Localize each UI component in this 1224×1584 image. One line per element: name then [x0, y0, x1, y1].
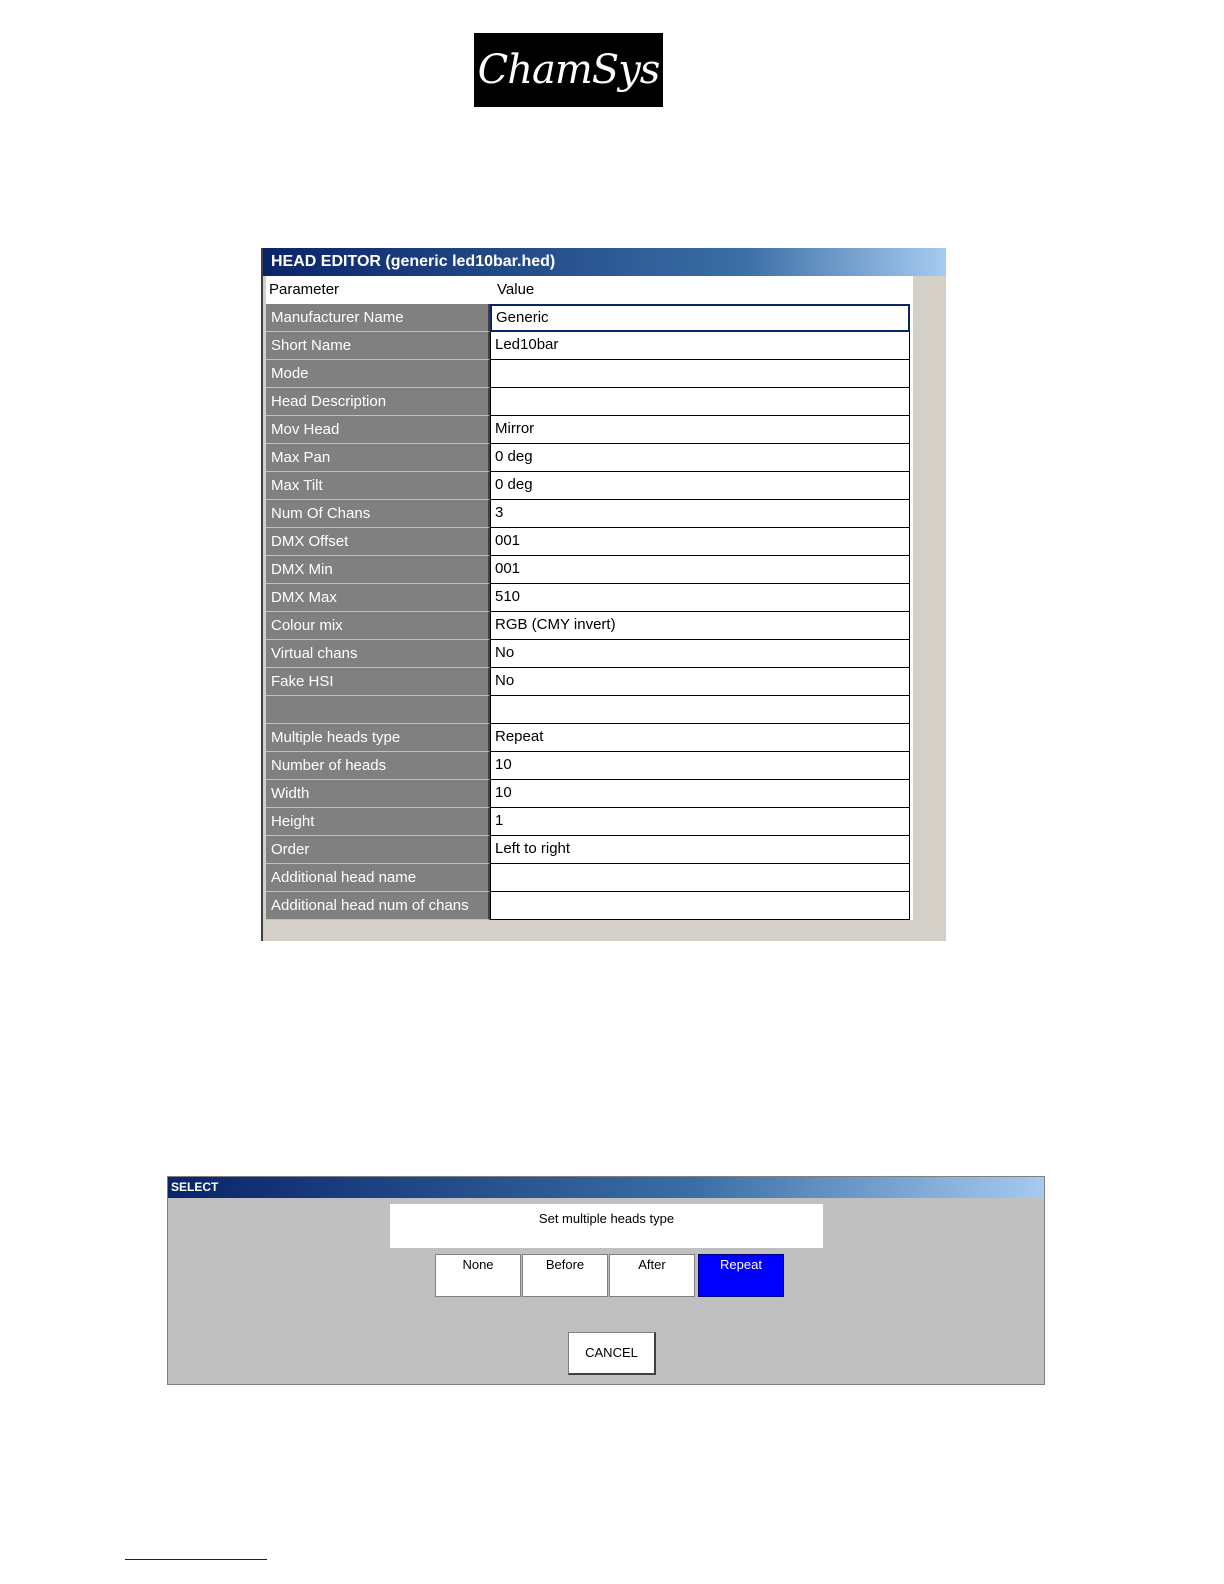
table-row[interactable]	[266, 752, 913, 780]
parameter-value-cell[interactable]: Left to right	[490, 836, 910, 864]
select-dialog	[167, 1176, 1045, 1385]
parameter-value-cell[interactable]: No	[490, 640, 910, 668]
parameter-label: Manufacturer Name	[266, 304, 490, 332]
parameter-value-cell[interactable]	[490, 388, 910, 416]
table-row[interactable]	[266, 416, 913, 444]
table-row[interactable]	[266, 696, 913, 724]
parameter-value-cell[interactable]: 10	[490, 752, 910, 780]
parameter-value-cell[interactable]: 510	[490, 584, 910, 612]
parameter-value-cell[interactable]: Generic	[490, 304, 910, 332]
parameter-label: Additional head num of chans	[266, 892, 490, 920]
parameter-label: Number of heads	[266, 752, 490, 780]
option-after-button[interactable]: After	[609, 1254, 695, 1297]
parameter-label: Additional head name	[266, 864, 490, 892]
table-row[interactable]	[266, 444, 913, 472]
table-row[interactable]	[266, 724, 913, 752]
parameter-value-cell[interactable]: Led10bar	[490, 332, 910, 360]
table-row[interactable]	[266, 500, 913, 528]
parameter-value-cell[interactable]	[490, 360, 910, 388]
column-header-parameter: Parameter	[269, 281, 340, 298]
select-dialog-title: SELECT	[168, 1177, 1044, 1198]
select-prompt: Set multiple heads type	[390, 1204, 823, 1248]
head-editor-title: HEAD EDITOR (generic led10bar.hed)	[263, 248, 946, 276]
parameter-label: Max Pan	[266, 444, 490, 472]
parameter-label: Order	[266, 836, 490, 864]
parameter-value-cell[interactable]: RGB (CMY invert)	[490, 612, 910, 640]
parameter-label: Mov Head	[266, 416, 490, 444]
parameter-label: DMX Min	[266, 556, 490, 584]
parameter-value-cell[interactable]: 0 deg	[490, 444, 910, 472]
parameter-label: Mode	[266, 360, 490, 388]
parameter-value-cell[interactable]	[490, 892, 910, 920]
parameter-label: Width	[266, 780, 490, 808]
table-row[interactable]	[266, 808, 913, 836]
table-row[interactable]	[266, 584, 913, 612]
cancel-button[interactable]: CANCEL	[568, 1332, 656, 1375]
grid-rows	[266, 304, 913, 920]
parameter-label: Head Description	[266, 388, 490, 416]
table-row[interactable]	[266, 556, 913, 584]
parameter-label: Height	[266, 808, 490, 836]
grid-bottom-space	[266, 920, 913, 940]
parameter-label: Virtual chans	[266, 640, 490, 668]
parameter-value-cell[interactable]	[490, 696, 910, 724]
parameter-label: Short Name	[266, 332, 490, 360]
head-editor-window	[261, 248, 946, 941]
table-row[interactable]	[266, 640, 913, 668]
parameter-label: Num Of Chans	[266, 500, 490, 528]
parameter-label: Fake HSI	[266, 668, 490, 696]
parameter-value-cell[interactable]: 001	[490, 528, 910, 556]
head-editor-grid	[266, 276, 913, 940]
option-before-button[interactable]: Before	[522, 1254, 608, 1297]
parameter-value-cell[interactable]: 10	[490, 780, 910, 808]
parameter-label: Multiple heads type	[266, 724, 490, 752]
table-row[interactable]	[266, 836, 913, 864]
table-row[interactable]	[266, 780, 913, 808]
footer-link-underline[interactable]	[125, 1559, 267, 1560]
table-row[interactable]	[266, 612, 913, 640]
parameter-value-cell[interactable]	[490, 864, 910, 892]
table-row[interactable]	[266, 528, 913, 556]
table-row[interactable]	[266, 360, 913, 388]
parameter-value-cell[interactable]: No	[490, 668, 910, 696]
parameter-value-cell[interactable]: Repeat	[490, 724, 910, 752]
table-row[interactable]	[266, 332, 913, 360]
parameter-label: DMX Offset	[266, 528, 490, 556]
table-row[interactable]	[266, 892, 913, 920]
parameter-label: Max Tilt	[266, 472, 490, 500]
parameter-value-cell[interactable]: Mirror	[490, 416, 910, 444]
parameter-value-cell[interactable]: 1	[490, 808, 910, 836]
option-repeat-button[interactable]: Repeat	[698, 1254, 784, 1297]
parameter-value-cell[interactable]: 001	[490, 556, 910, 584]
chamsys-logo: ChamSys	[474, 33, 663, 107]
parameter-value-cell[interactable]: 3	[490, 500, 910, 528]
grid-header	[266, 276, 913, 304]
table-row[interactable]	[266, 668, 913, 696]
parameter-label: Colour mix	[266, 612, 490, 640]
parameter-label	[266, 696, 490, 724]
table-row[interactable]	[266, 388, 913, 416]
option-none-button[interactable]: None	[435, 1254, 521, 1297]
table-row[interactable]	[266, 472, 913, 500]
column-header-value: Value	[497, 281, 535, 298]
table-row[interactable]	[266, 304, 913, 332]
parameter-label: DMX Max	[266, 584, 490, 612]
parameter-value-cell[interactable]: 0 deg	[490, 472, 910, 500]
table-row[interactable]	[266, 864, 913, 892]
